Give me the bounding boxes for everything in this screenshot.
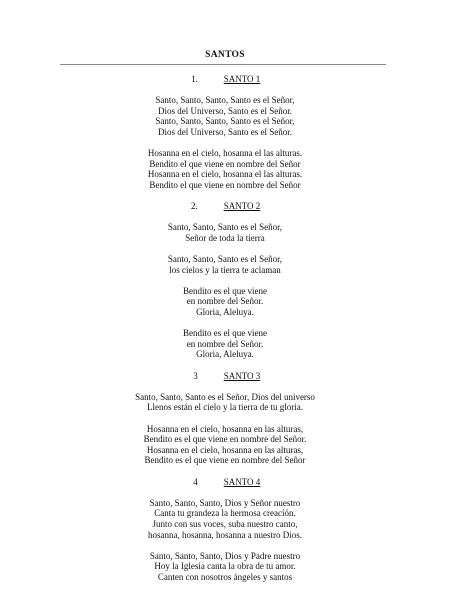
stanza [0,286,450,318]
section-number: 4 [193,476,198,487]
lyric-line: Hosanna en el cielo, hosanna en las alturas, [146,423,304,434]
stanza [0,95,450,137]
section-title: SANTO 1 [223,74,261,84]
lyric-line: Hosanna en el cielo, hosanna en las alturas, [146,444,304,455]
lyric-line: Santo, Santo, Santo, Dios y Señor nuestro [149,497,301,508]
lyric-line: Santo, Santo, Santo, Santo es el Señor, [155,95,295,106]
lyric-line: en nombre del Señor. [186,296,264,307]
stanza [0,148,450,190]
lyric-line: Bendito el que viene en nombre del Señor [149,158,301,169]
lyric-line: en nombre del Señor. [186,338,264,349]
lyric-line: Santo, Santo, Santo, Santo es el Señor, [155,116,295,127]
lyric-line: Canten con nosotros ángeles y santos [157,571,293,582]
stanza [0,498,450,540]
stanza [0,222,450,243]
stanza [0,551,450,583]
section-santo-3 [0,371,450,466]
section-title: SANTO 2 [223,201,261,212]
lyric-line: Bendito es el que viene en nombre del Señor [144,455,306,466]
section-number: 1. [190,74,198,84]
lyric-line: Santo, Santo, Santo, Dios y Padre nuestro [149,550,301,561]
lyric-line: los cielos y la tierra te aclaman [169,264,281,275]
section-heading [0,74,450,85]
lyric-line: Gloria, Aleluya. [196,349,254,360]
lyric-line: Santo, Santo, Santo es el Señor, [167,222,283,233]
lyric-line: Hoy la Iglesia canta la obra de tu amor. [154,561,296,572]
section-heading [0,371,450,382]
lyric-line: Bendito es el que viene [183,328,267,339]
lyric-line: Bendito el que viene en nombre del Señor [149,179,301,190]
document-body [0,74,450,583]
page-title: SANTOS [205,50,245,60]
lyric-line: Señor de toda la tierra [185,232,265,243]
lyric-line: Dios del Universo, Santo es el Señor. [158,105,292,116]
section-heading [0,201,450,212]
section-santo-4 [0,477,450,583]
lyric-line: Junto con sus voces, suba nuestro canto, [152,518,298,529]
lyric-line: Santo, Santo, Santo es el Señor, Dios del universo [135,391,315,402]
title-divider [60,64,386,65]
section-santo-2 [0,201,450,360]
section-heading [0,477,450,488]
lyric-line: Dios del Universo, Santo es el Señor. [158,126,292,137]
lyric-line: Gloria, Aleluya. [196,307,254,318]
lyric-line: Hosanna en el cielo, hosanna el las alturas. [147,169,303,180]
lyric-line: Canta tu grandeza la hermosa creación. [154,508,296,519]
stanza [0,424,450,466]
section-santo-1 [0,74,450,191]
lyric-line: Bendito es el que viene en nombre del Señor. [143,434,307,445]
lyric-line: Llenos están el cielo y la tierra de tu gloria. [147,402,303,413]
section-title: SANTO 4 [223,476,261,487]
lyric-line: Santo, Santo, Santo es el Señor, [167,254,283,265]
stanza [0,254,450,275]
section-title: SANTO 3 [223,370,261,381]
stanza [0,328,450,360]
lyric-line: hosanna, hosanna, hosanna a nuestro Dios. [148,529,302,540]
stanza [0,392,450,413]
lyric-line: Bendito es el que viene [183,285,267,296]
section-number: 2. [190,201,198,212]
lyric-line: Hosanna en el cielo, hosanna el las alturas. [147,148,303,159]
section-number: 3 [193,370,198,381]
